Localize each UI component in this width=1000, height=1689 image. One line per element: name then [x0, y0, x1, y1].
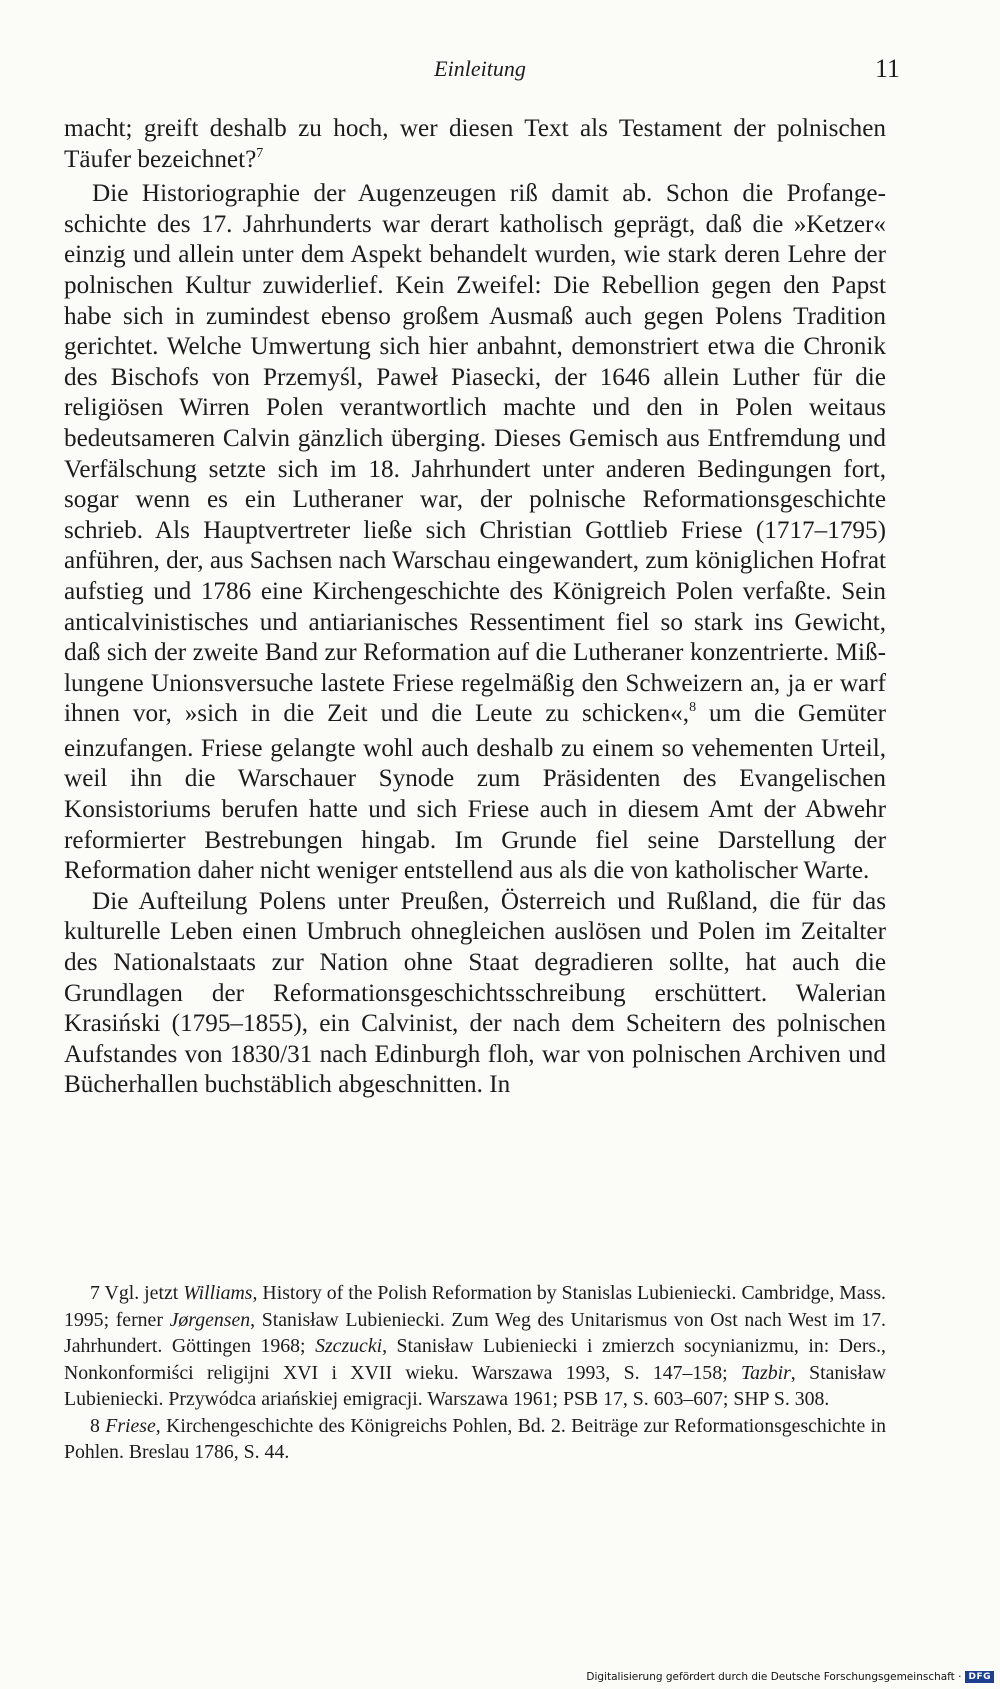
- author-name: Szczucki: [315, 1335, 383, 1357]
- footnotes: [64, 1280, 886, 1466]
- footnote-7: 7 Vgl. jetzt Williams, History of the Polish Reformation by Stanislas Lubieniecki. Cambridge, Mass. 1995; ferner Jørgensen, Stanisław Lubieniecki. Zum Weg des Unitarismus von Ost nach West im 17. Jahrhundert. Göttingen 1968; Szczucki, Stanisław Lubieniecki i zmierzch socynianizmu, in: Ders., Nonkonformiści religijni XVI i XVII wieku. Warszawa 1993, S. 147–158; Tazbir, Stanisław Lubieniecki. Przywódca ariańskiej emigracji. Warszawa 1961; PSB 17, S. 603–607; SHP S. 308.: [64, 1282, 887, 1410]
- dfg-logo: DFG: [965, 1671, 994, 1683]
- running-head: [60, 52, 900, 92]
- paragraph-2: Die Historiographie der Augenzeugen riß damit ab. Schon die Profangeschichte des 17. Jahrhunderts war derart katholisch geprägt, daß die »Ketzer« einzig und allein unter dem Aspekt behandelt wurden, wie stark deren Lehre der polnischen Kultur zuwiderlief. Kein Zweifel: Die Rebellion gegen den Papst habe sich in zumindest ebenso großem Ausmaß auch gegen Polens Tradition gerichtet. Welche Umwertung sich hier anbahnt, demonstriert etwa die Chronik des Bischofs von Przemyśl, Paweł Piasecki, der 1646 allein Luther für die religiösen Wirren Polen verantwortlich machte und den in Polen weitaus bedeutsameren Calvin gänzlich überging. Dieses Gemisch aus Entfremdung und Verfälschung setzte sich im 18. Jahrhundert unter anderen Bedingungen fort, sogar wenn es ein Lutheraner war, der polnische Reformationsgeschichte schrieb. Als Hauptvertreter ließe sich Christian Gottlieb Friese (1717–1795) anführen, der, aus Sachsen nach Warschau eingewandert, zum königlichen Hofrat aufstieg und 1786 eine Kirchengeschichte des Königreich Polen verfaßte. Sein anticalvinistisches und antiarianisches Ressentiment fiel so stark ins Gewicht, daß sich der zweite Band zur Reformation auf die Lutheraner konzentrierte. Mißlungene Unionsversuche lastete Friese regelmäßig den Schweizern an, ja er warf ihnen vor, »sich in die Zeit und die Leute zu schicken«,$^8$ um die Gemüter einzufangen. Friese gelangte wohl auch deshalb zu einem so vehementen Urteil, weil ihn die Warschauer Synode zum Präsidenten des Evangelischen Konsistoriums berufen hatte und sich Friese auch in diesem Amt der Abwehr reformierter Bestrebungen hingab. Im Grunde fiel seine Darstellung der Reformation daher nicht weniger entstellend aus als die von katholischer Warte.: [64, 180, 887, 885]
- author-name: Jørgensen: [169, 1308, 251, 1331]
- paragraph-1: macht; greift deshalb zu hoch, wer diesen Text als Testament der polnischen Täufer bezeichnet?$^7$: [64, 115, 886, 173]
- footnote-number: 8: [90, 1414, 100, 1437]
- footnote-ref-7: 7: [256, 145, 264, 161]
- author-name: Friese: [105, 1414, 156, 1437]
- body-text: [64, 114, 886, 1101]
- chapter-title: Einleitung: [434, 56, 526, 81]
- footnote-8: 8 Friese, Kirchengeschichte des Königreichs Pohlen, Bd. 2. Beiträge zur Reformationsgeschichte in Pohlen. Breslau 1786, S. 44.: [64, 1414, 886, 1463]
- footnote-ref-8: 8: [689, 700, 697, 716]
- page-number: 11: [874, 54, 900, 83]
- footnote-number: 7: [90, 1282, 100, 1304]
- paragraph-3: Die Aufteilung Polens unter Preußen, Österreich und Rußland, die für das kulturelle Leben einen Umbruch ohnegleichen auslösen und Polen im Zeitalter des Nationalstaats zur Nation ohne Staat degradieren sollte, hat auch die Grundlagen der Reformationsgeschichtsschreibung erschüttert. Walerian Krasiński (1795–1855), ein Calvinist, der nach dem Scheitern des polnischen Aufstandes von 1830/31 nach Edinburgh floh, war von polnischen Archiven und Bücherhallen buchstäblich abgeschnitten. In: [64, 887, 886, 1099]
- credit-text: Digitalisierung gefördert durch die Deutsche Forschungsgemeinschaft ·: [586, 1671, 962, 1683]
- author-name: Tazbir: [740, 1361, 791, 1384]
- digitization-credit: [586, 1671, 994, 1683]
- author-name: Williams: [183, 1282, 253, 1304]
